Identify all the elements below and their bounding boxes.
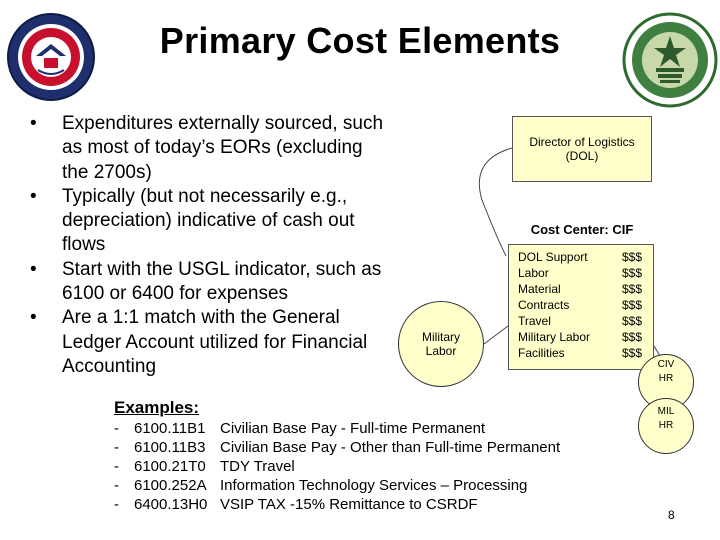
page-number: 8 bbox=[668, 508, 675, 522]
cost-item-label: Travel bbox=[518, 314, 551, 328]
bullet-dot-icon: • bbox=[30, 258, 37, 280]
director-label: Director of Logistics (DOL) bbox=[529, 135, 635, 163]
example-row: - 6100.11B3 Civilian Base Pay - Other than Full-time Permanent bbox=[114, 439, 561, 456]
director-box bbox=[512, 116, 652, 182]
bullet-item: • Start with the USGL indicator, such as 6100 or 6400 for expenses bbox=[30, 258, 382, 305]
cost-item-label: Contracts bbox=[518, 298, 570, 312]
example-code: 6100.21T0 bbox=[134, 458, 206, 475]
example-desc: TDY Travel bbox=[220, 458, 295, 475]
cost-item-label: Facilities bbox=[518, 346, 565, 360]
cost-item-amount: $$$ bbox=[622, 346, 643, 360]
military-labor-circle bbox=[398, 301, 484, 387]
example-desc: Civilian Base Pay - Full-time Permanent bbox=[220, 420, 486, 437]
example-desc: VSIP TAX -15% Remittance to CSRDF bbox=[220, 496, 478, 513]
example-row: - 6400.13H0 VSIP TAX -15% Remittance to CSRDF bbox=[114, 496, 478, 513]
cost-item-amount: $$$ bbox=[622, 266, 643, 280]
cost-item-label: Material bbox=[518, 282, 561, 296]
cost-item-amount: $$$ bbox=[622, 250, 643, 264]
example-code: 6100.252A bbox=[134, 477, 207, 494]
cost-item-label: Labor bbox=[518, 266, 549, 280]
mil-hr-label: MIL HR bbox=[657, 406, 675, 431]
bullet-item: • Typically (but not necessarily e.g., depreciation) indicative of cash out flows bbox=[30, 185, 355, 256]
bullet-dot-icon: • bbox=[30, 113, 37, 134]
cost-item-amount: $$$ bbox=[622, 330, 643, 344]
cost-item-amount: $$$ bbox=[622, 314, 643, 328]
examples-heading: Examples: bbox=[114, 398, 200, 417]
military-labor-label: Military Labor bbox=[422, 330, 460, 358]
bullet-dot-icon: • bbox=[30, 307, 37, 329]
example-row: - 6100.21T0 TDY Travel bbox=[114, 458, 295, 475]
director-connector bbox=[479, 148, 512, 256]
example-code: 6100.11B1 bbox=[134, 420, 206, 437]
example-row: - 6100.252A Information Technology Services – Processing bbox=[114, 477, 528, 494]
example-desc: Civilian Base Pay - Other than Full-time Permanent bbox=[220, 439, 561, 456]
cost-item-label: Military Labor bbox=[518, 330, 591, 344]
bullet-item: • Expenditures externally sourced, such as most of today’s EORs (excluding the 2700s) bbox=[30, 113, 384, 183]
example-code: 6400.13H0 bbox=[134, 496, 208, 513]
military-labor-connector bbox=[484, 326, 508, 344]
example-row: - 6100.11B1 Civilian Base Pay - Full-time Permanent bbox=[114, 420, 486, 437]
slide-title: Primary Cost Elements bbox=[159, 20, 561, 61]
cost-item-label: DOL Support bbox=[518, 250, 588, 264]
example-desc: Information Technology Services – Processing bbox=[220, 477, 528, 494]
cost-center-title: Cost Center: CIF bbox=[530, 222, 634, 237]
civ-hr-label: CIV HR bbox=[657, 359, 675, 384]
bullet-item: • Are a 1:1 match with the General Ledger Account utilized for Financial Accounting bbox=[30, 307, 368, 377]
cost-item-amount: $$$ bbox=[622, 298, 643, 312]
cost-item-amount: $$$ bbox=[622, 282, 643, 296]
bullet-dot-icon: • bbox=[30, 185, 37, 207]
example-code: 6100.11B3 bbox=[134, 439, 206, 456]
